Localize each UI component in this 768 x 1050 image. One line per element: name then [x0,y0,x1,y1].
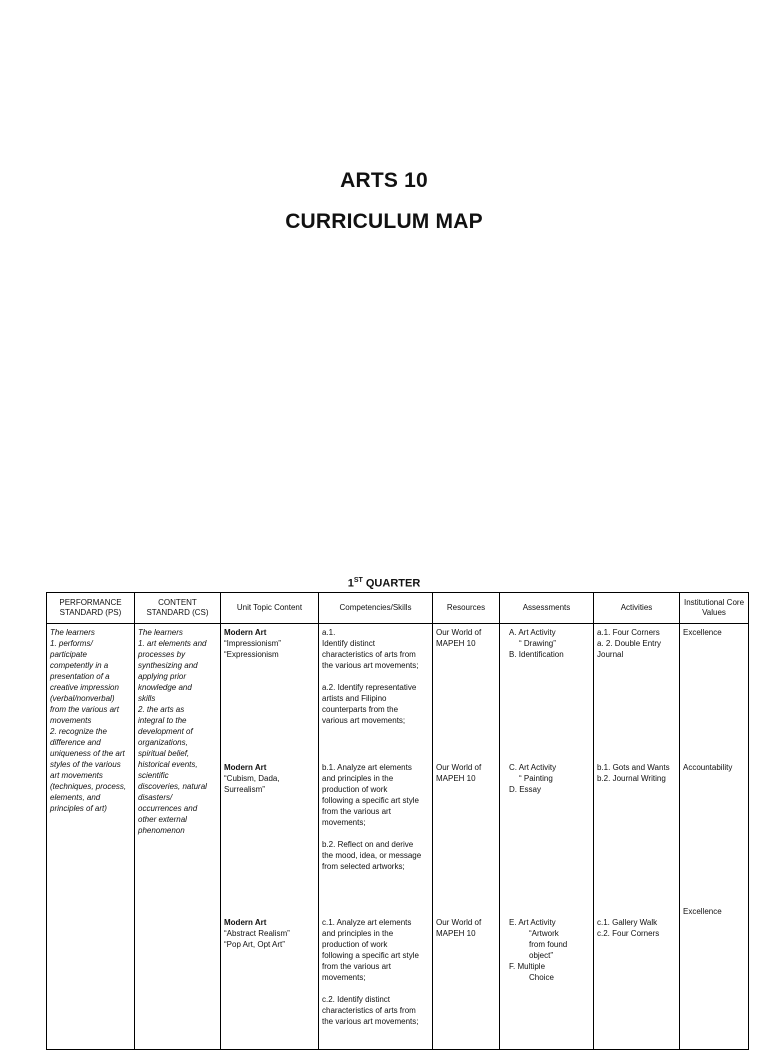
performance-standard-cell: The learners 1. performs/ participate competently in a presentation of a creative impression (verbal/nonverbal) from the various art movements 2. recognize the difference and uniqueness of the art styles of the various art movements (techniques, process, elements, and principles of art) [47,624,135,1050]
unit-topic-2: Modern Art [224,763,267,772]
unit-topic-cell: Modern Art “Impressionism” “Expressionism Modern Art “Cubism, Dada, Surrealism” Modern Art “Abstract Realism” “Pop Art, Opt Art” [221,624,319,1050]
resources-cell: Our World of MAPEH 10 Our World of MAPEH 10 Our World of MAPEH 10 [433,624,500,1050]
quarter-label: QUARTER [362,577,421,590]
activities-cell: a.1. Four Corners a. 2. Double Entry Journal b.1. Gots and Wants b.2. Journal Writing c.1. Gallery Walk c.2. Four Corners [594,624,680,1050]
header-core-values: Institutional Core Values [680,593,749,624]
header-resources: Resources [433,593,500,624]
unit-topic-1: Modern Art [224,628,267,637]
table-row [47,624,749,1050]
quarter-heading [0,577,768,590]
header-unit-topic: Unit Topic Content [221,593,319,624]
header-assessments: Assessments [500,593,594,624]
curriculum-map-table [46,592,749,1050]
header-content-standard: CONTENT STANDARD (CS) [135,593,221,624]
assessments-cell: A. Art Activity “ Drawing” B. Identification C. Art Activity “ Painting D. Essay E. Art Activity “Artwork from found object” F. Multiple Choice [500,624,594,1050]
unit-topic-3: Modern Art [224,918,267,927]
competencies-cell: a.1. Identify distinct characteristics of arts from the various art movements; a.2. Identify representative artists and Filipino counterparts from the various art movements; b.1. Analyze art elements and principles in the production of work following a specific art style from the various art movements; b.2. Reflect on and derive the mood, idea, or message from selected artworks; c.1. Analyze art elements and principles in the production of work following a specific art style from the various art movements; c.2. Identify distinct characteristics of arts from the various art movements; [319,624,433,1050]
header-competencies: Competencies/Skills [319,593,433,624]
header-activities: Activities [594,593,680,624]
quarter-suffix: ST [353,577,363,584]
document-subtitle: CURRICULUM MAP [285,210,483,233]
document-title: ARTS 10 [340,169,428,192]
core-values-cell: Excellence Accountability Excellence [680,624,749,1050]
quarter-number: 1 [347,577,354,590]
content-standard-cell: The learners 1. art elements and processes by synthesizing and applying prior knowledge and skills 2. the arts as integral to the development of organizations, spiritual belief, historical events, scientific discoveries, natural disasters/ occurrences and other external phenomenon [135,624,221,1050]
header-performance-standard: PERFORMANCE STANDARD (PS) [47,593,135,624]
table-header-row [47,593,749,624]
